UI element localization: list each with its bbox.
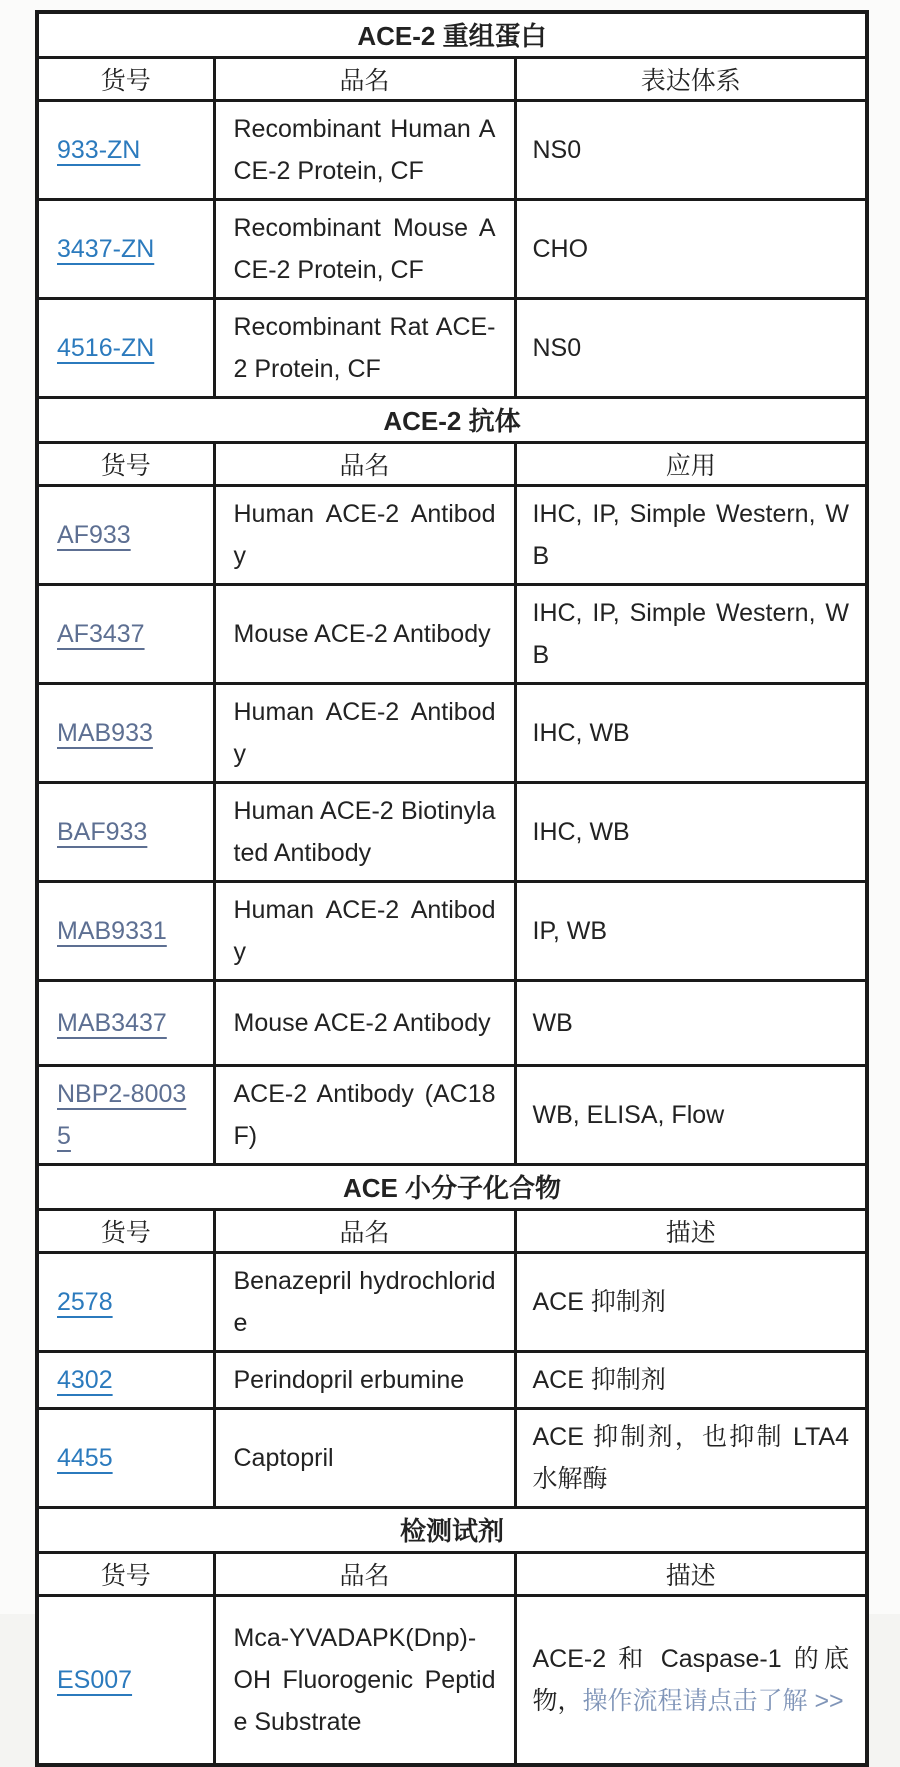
section-row-recombinant-proteins <box>37 12 867 57</box>
applications-value: IHC, WB <box>515 683 867 782</box>
table-row <box>37 485 867 584</box>
description-value <box>515 1595 867 1765</box>
section-row-small-molecules <box>37 1164 867 1209</box>
section-title-recombinant-proteins: ACE-2 重组蛋白 <box>37 12 867 57</box>
product-name: Human ACE-2 Antibody <box>214 683 515 782</box>
product-name: Human ACE-2 Antibody <box>214 485 515 584</box>
catalog-link-933-zn[interactable]: 933-ZN <box>57 135 141 164</box>
col-header-product-name: 品名 <box>214 442 515 485</box>
table-row <box>37 782 867 881</box>
table-row <box>37 584 867 683</box>
catalog-link-4516-zn[interactable]: 4516-ZN <box>57 333 155 362</box>
table-row <box>37 980 867 1065</box>
product-name: Recombinant Rat ACE-2 Protein, CF <box>214 298 515 397</box>
product-name: Recombinant Mouse ACE-2 Protein, CF <box>214 199 515 298</box>
catalog-link-mab3437[interactable]: MAB3437 <box>57 1008 167 1037</box>
col-header-product-name: 品名 <box>214 57 515 100</box>
applications-value: WB, ELISA, Flow <box>515 1065 867 1164</box>
product-name: Captopril <box>214 1408 515 1507</box>
product-name: Mouse ACE-2 Antibody <box>214 980 515 1065</box>
applications-value: IP, WB <box>515 881 867 980</box>
description-text: ACE-2 和 Caspase-1 的底物， <box>532 1644 850 1715</box>
description-value: ACE 抑制剂 <box>515 1351 867 1408</box>
col-header-catalog: 货号 <box>37 57 214 100</box>
header-row <box>37 1552 867 1595</box>
table-row <box>37 100 867 199</box>
table-row <box>37 1408 867 1507</box>
product-name: Human ACE-2 Antibody <box>214 881 515 980</box>
section-row-antibodies <box>37 397 867 442</box>
table-row <box>37 1065 867 1164</box>
catalog-link-mab933[interactable]: MAB933 <box>57 718 153 747</box>
catalog-link-4302[interactable]: 4302 <box>57 1365 113 1394</box>
description-value: ACE 抑制剂，也抑制 LTA4 水解酶 <box>515 1408 867 1507</box>
header-row <box>37 442 867 485</box>
header-row <box>37 1209 867 1252</box>
col-header-description: 描述 <box>515 1552 867 1595</box>
table-row <box>37 199 867 298</box>
applications-value: IHC, WB <box>515 782 867 881</box>
catalog-link-nbp2-80035[interactable]: NBP2-80035 <box>57 1079 187 1150</box>
expression-system-value: CHO <box>515 199 867 298</box>
product-name: Human ACE-2 Biotinylated Antibody <box>214 782 515 881</box>
table-row <box>37 298 867 397</box>
product-name: Mouse ACE-2 Antibody <box>214 584 515 683</box>
section-title-small-molecules: ACE 小分子化合物 <box>37 1164 867 1209</box>
applications-value: WB <box>515 980 867 1065</box>
catalog-link-baf933[interactable]: BAF933 <box>57 817 148 846</box>
table-row <box>37 1595 867 1765</box>
table-row <box>37 1351 867 1408</box>
table-row <box>37 881 867 980</box>
description-value: ACE 抑制剂 <box>515 1252 867 1351</box>
product-table <box>35 10 869 1767</box>
col-header-applications: 应用 <box>515 442 867 485</box>
catalog-link-3437-zn[interactable]: 3437-ZN <box>57 234 155 263</box>
protocol-link[interactable]: 操作流程请点击了解 >> <box>582 1686 844 1715</box>
col-header-catalog: 货号 <box>37 442 214 485</box>
table-row <box>37 1252 867 1351</box>
product-name: Mca-YVADAPK(Dnp)-OH Fluorogenic Peptide Substrate <box>214 1595 515 1765</box>
col-header-description: 描述 <box>515 1209 867 1252</box>
section-row-detection-reagents <box>37 1507 867 1552</box>
catalog-link-af3437[interactable]: AF3437 <box>57 619 145 648</box>
col-header-product-name: 品名 <box>214 1209 515 1252</box>
catalog-link-es007[interactable]: ES007 <box>57 1665 133 1694</box>
product-name: Benazepril hydrochloride <box>214 1252 515 1351</box>
catalog-link-af933[interactable]: AF933 <box>57 520 131 549</box>
col-header-expression-system: 表达体系 <box>515 57 867 100</box>
product-name: ACE-2 Antibody (AC18F) <box>214 1065 515 1164</box>
applications-value: IHC, IP, Simple Western, WB <box>515 485 867 584</box>
applications-value: IHC, IP, Simple Western, WB <box>515 584 867 683</box>
product-name: Recombinant Human ACE-2 Protein, CF <box>214 100 515 199</box>
expression-system-value: NS0 <box>515 100 867 199</box>
catalog-link-2578[interactable]: 2578 <box>57 1287 113 1316</box>
table-row <box>37 683 867 782</box>
catalog-link-4455[interactable]: 4455 <box>57 1443 113 1472</box>
col-header-product-name: 品名 <box>214 1552 515 1595</box>
section-title-detection-reagents: 检测试剂 <box>37 1507 867 1552</box>
col-header-catalog: 货号 <box>37 1552 214 1595</box>
expression-system-value: NS0 <box>515 298 867 397</box>
catalog-link-mab9331[interactable]: MAB9331 <box>57 916 167 945</box>
section-title-antibodies: ACE-2 抗体 <box>37 397 867 442</box>
col-header-catalog: 货号 <box>37 1209 214 1252</box>
product-name: Perindopril erbumine <box>214 1351 515 1408</box>
header-row <box>37 57 867 100</box>
